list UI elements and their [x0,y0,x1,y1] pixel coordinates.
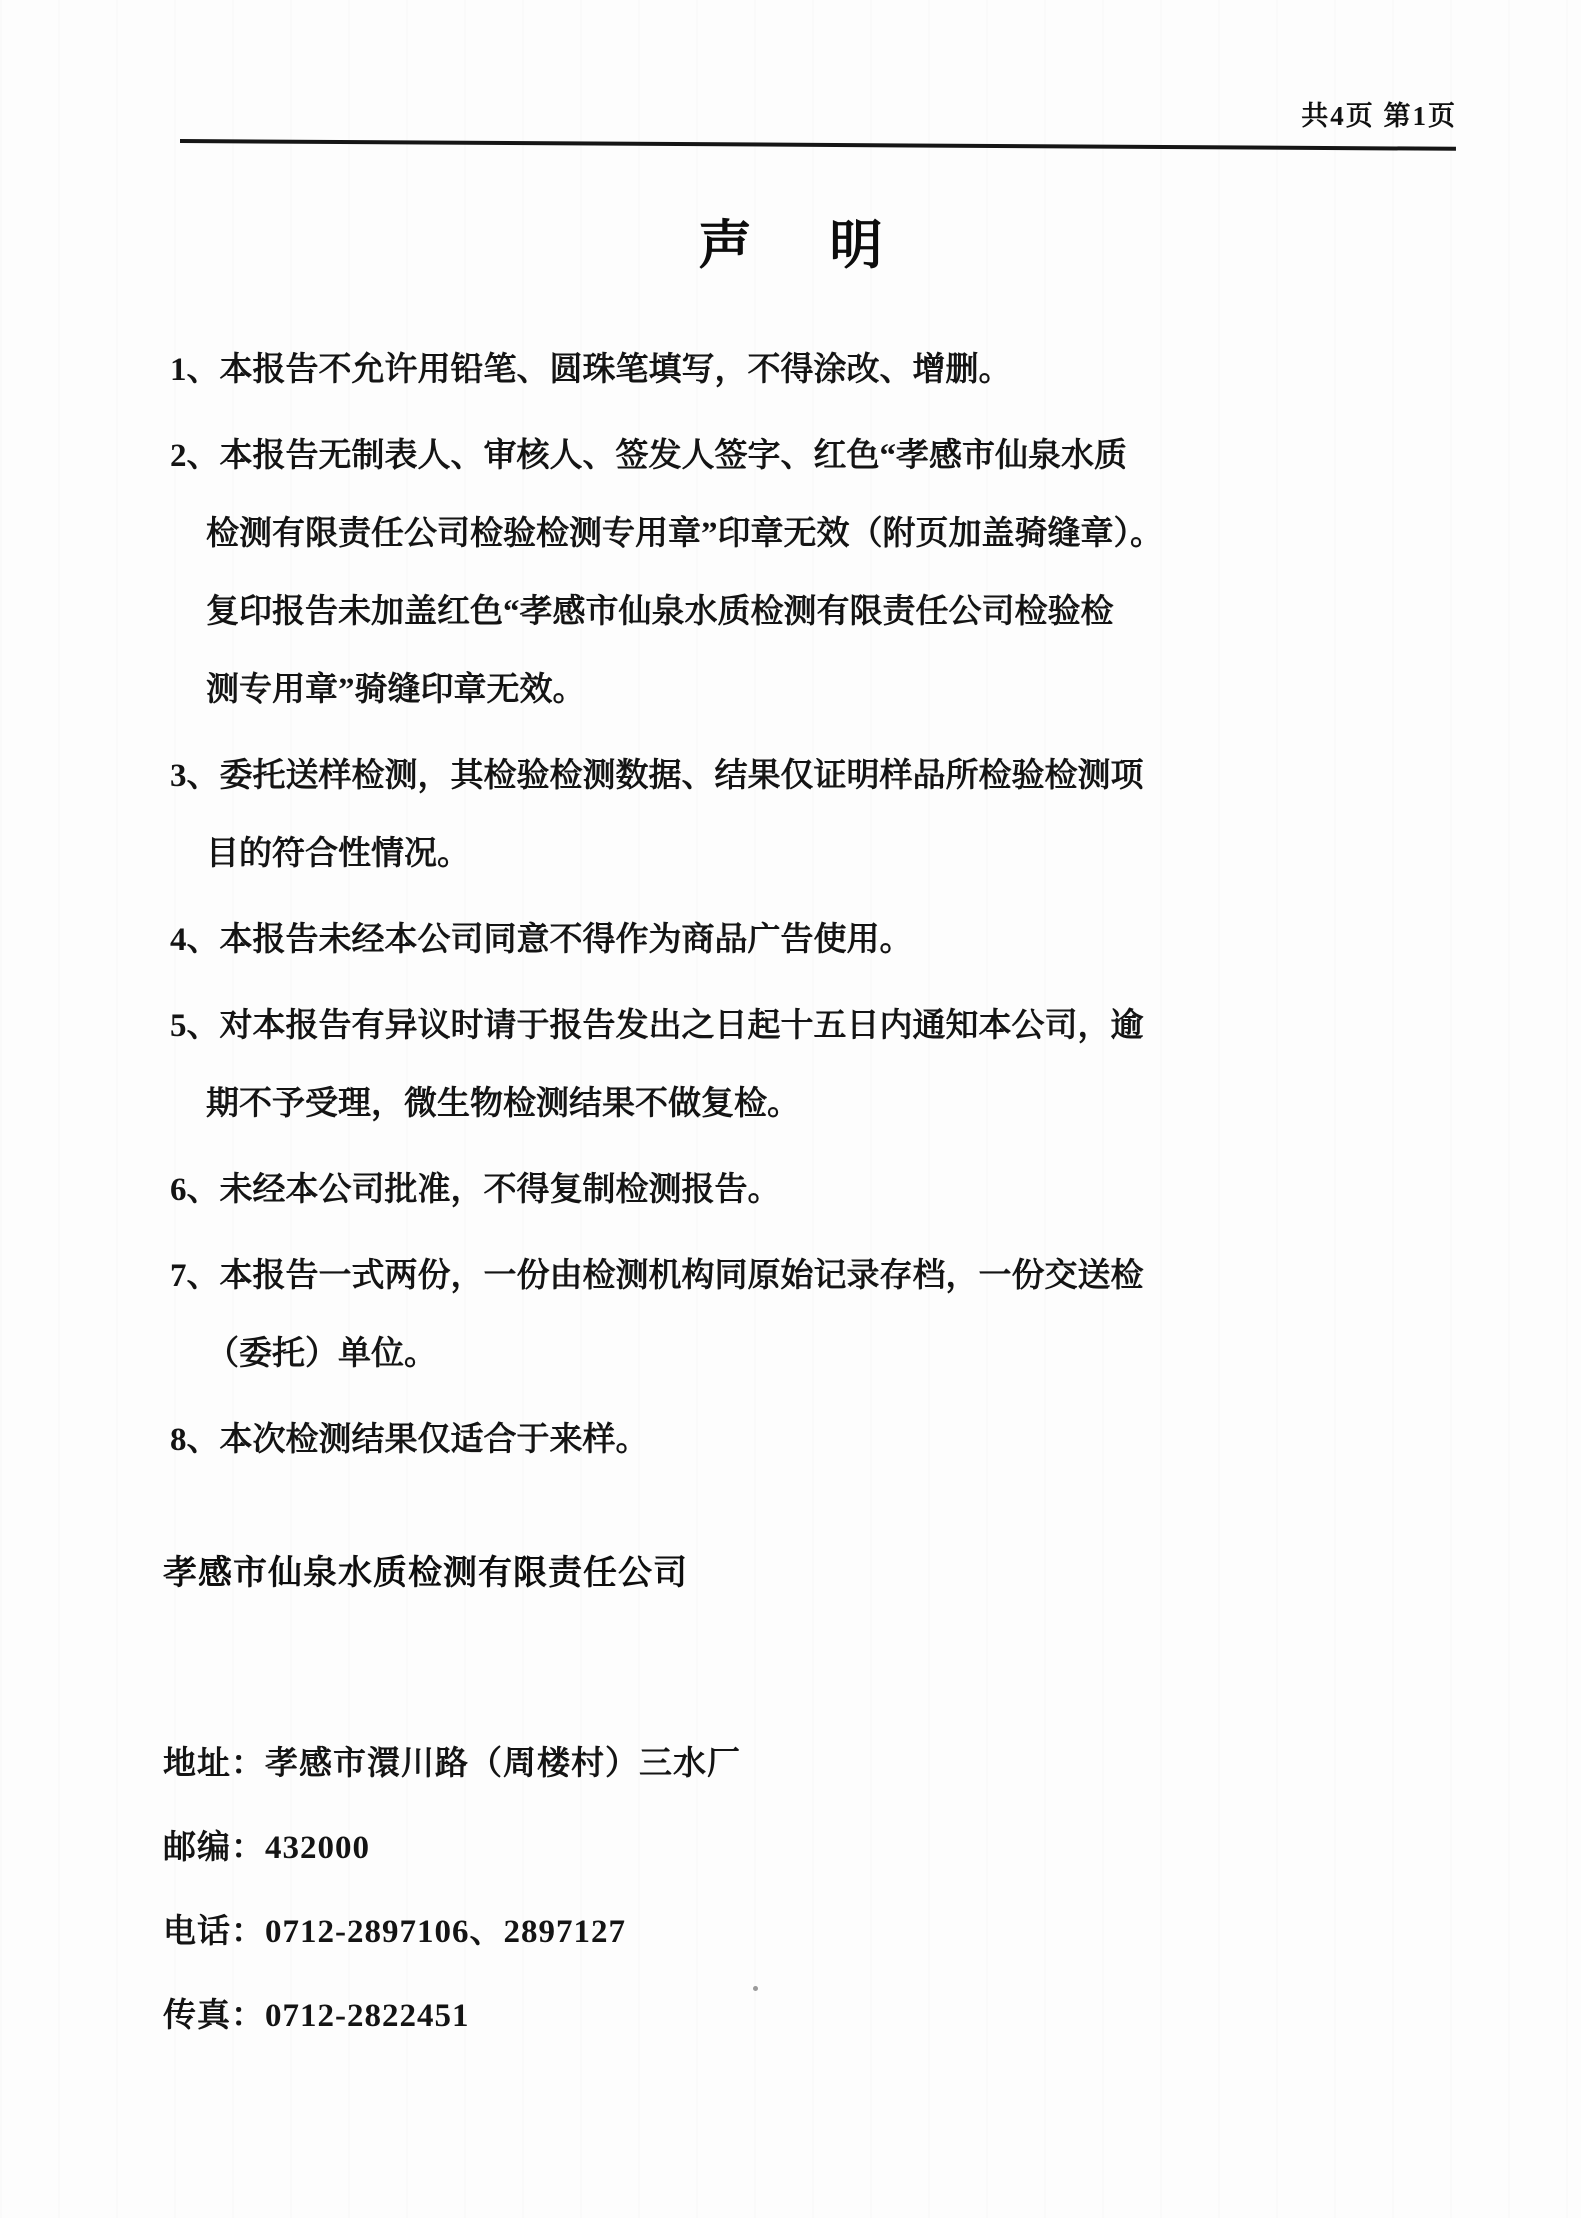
contact-block [163,1722,1581,2058]
contact-row [163,1974,1581,2058]
item-number: 4、 [170,922,220,958]
notice-item [170,417,1461,729]
notice-item [170,1401,1461,1479]
contact-row [163,1806,1581,1890]
notice-line: 3、委托送样检测，其检验检测数据、结果仅证明样品所检验检测项 [170,758,1144,794]
contact-value: 0712-2897106、2897127 [265,1914,626,1950]
notice-item [170,901,1461,979]
scan-speck [753,1986,758,1991]
item-number: 1、 [170,352,220,388]
item-number: 8、 [170,1422,220,1458]
notice-line: 5、对本报告有异议时请于报告发出之日起十五日内通知本公司，逾 [170,1008,1144,1044]
notice-item [170,987,1461,1143]
notice-item [170,737,1461,893]
contact-label: 地址： [163,1746,265,1782]
notice-line: 7、本报告一式两份，一份由检测机构同原始记录存档，一份交送检 [170,1258,1144,1294]
notice-line: 1、本报告不允许用铅笔、圆珠笔填写，不得涂改、增删。 [170,352,1012,388]
notice-item [170,331,1461,409]
notice-line: 期不予受理，微生物检测结果不做复检。 [206,1086,800,1122]
notice-line: 复印报告未加盖红色“孝感市仙泉水质检测有限责任公司检验检 [206,594,1114,630]
notice-list [170,331,1461,1479]
notice-line: 6、未经本公司批准，不得复制检测报告。 [170,1172,781,1208]
item-number: 5、 [170,1008,220,1044]
contact-value: 孝感市澴川路（周楼村）三水厂 [265,1746,741,1782]
page-number: 共4页 第1页 [1301,101,1457,131]
contact-value: 432000 [265,1830,370,1866]
item-number: 3、 [170,758,220,794]
contact-label: 邮编： [163,1830,265,1866]
header-rule [180,139,1456,151]
notice-line: （委托）单位。 [206,1336,437,1372]
notice-line: 测专用章”骑缝印章无效。 [206,672,586,708]
notice-item [170,1151,1461,1229]
contact-row [163,1890,1581,1974]
page-title: 声明 [698,217,961,275]
notice-line: 检测有限责任公司检验检测专用章”印章无效（附页加盖骑缝章）。 [206,516,1163,552]
contact-label: 传真： [163,1998,265,2034]
company-name: 孝感市仙泉水质检测有限责任公司 [163,1555,688,1592]
item-number: 6、 [170,1172,220,1208]
notice-line: 8、本次检测结果仅适合于来样。 [170,1422,649,1458]
item-number: 7、 [170,1258,220,1294]
notice-line: 目的符合性情况。 [206,836,470,872]
contact-value: 0712-2822451 [265,1998,470,2034]
contact-label: 电话： [163,1914,265,1950]
item-number: 2、 [170,438,220,474]
notice-line: 4、本报告未经本公司同意不得作为商品广告使用。 [170,922,913,958]
notice-item [170,1237,1461,1393]
contact-row [163,1722,1581,1806]
page-header [0,0,1581,133]
notice-line: 2、本报告无制表人、审核人、签发人签字、红色“孝感市仙泉水质 [170,438,1127,474]
